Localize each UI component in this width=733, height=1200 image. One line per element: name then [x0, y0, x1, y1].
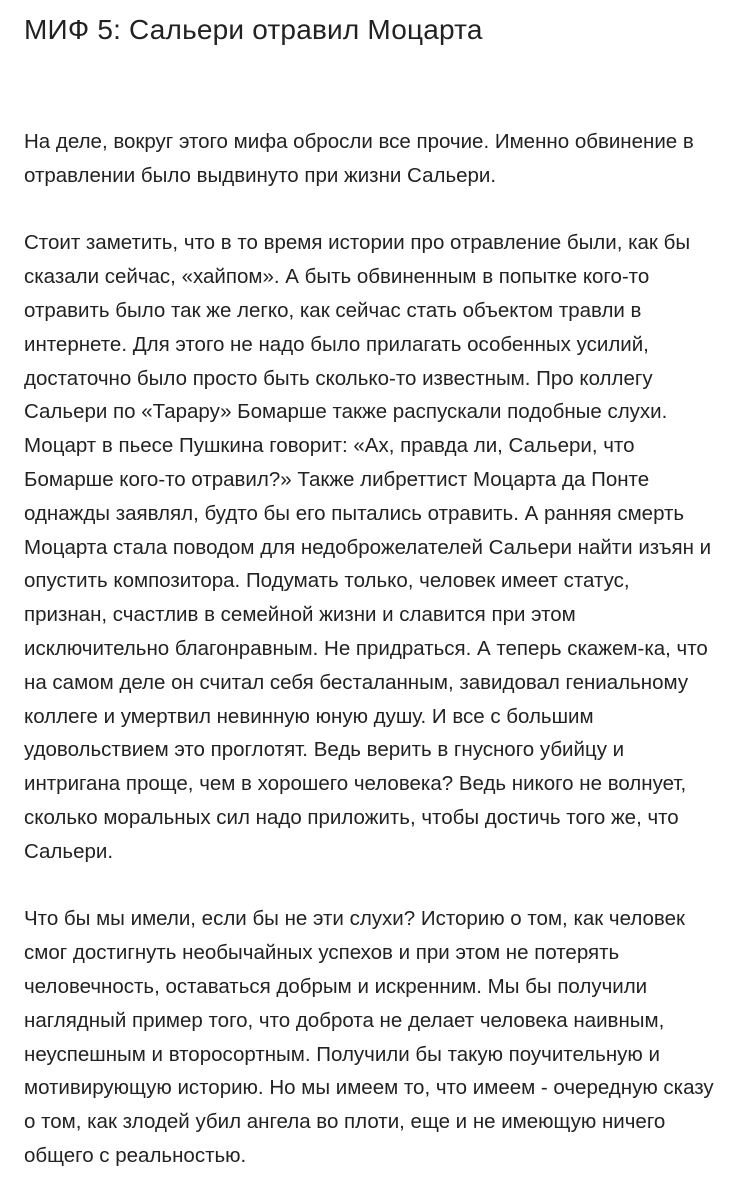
- article-title: МИФ 5: Сальери отравил Моцарта: [24, 14, 483, 45]
- paragraph-intro: На деле, вокруг этого мифа обросли все прочие. Именно обвинение в отравлении было выдвинуто при жизни Сальери.: [24, 130, 694, 187]
- article-body: [24, 125, 717, 1173]
- paragraph-rumors: Стоит заметить, что в то время истории про отравление были, как бы сказали сейчас, «хайпом». А быть обвиненным в попытке кого-то отравить было так же легко, как сейчас стать объектом травли в интернете. Для этого не надо было прилагать особенных усилий, достаточно было просто быть сколько-то известным. Про коллегу Сальери по «Тарару» Бомарше также распускали подобные слухи. Моцарт в пьесе Пушкина говорит: «Ах, правда ли, Сальери, что Бомарше кого-то отравил?» Также либреттист Моцарта да Понте однажды заявлял, будто бы его пытались отравить. А ранняя смерть Моцарта стала поводом для недоброжелателей Сальери найти изъян и опустить композитора. Подумать только, человек имеет статус, признан, счастлив в семейной жизни и славится при этом исключительно благонравным. Не придраться. А теперь скажем-ка, что на самом деле он считал себя бесталанным, завидовал гениальному коллеге и умертвил невинную юную душу. И все с большим удовольствием это проглотят. Ведь верить в гнусного убийцу и интригана проще, чем в хорошего человека? Ведь никого не волнует, сколько моральных сил надо приложить, чтобы достичь того же, что Сальери.: [24, 231, 712, 863]
- paragraph-conclusion: Что бы мы имели, если бы не эти слухи? Историю о том, как человек смог достигнуть необычайных успехов и при этом не потерять человечность, оставаться добрым и искренним. Мы бы получили наглядный пример того, что доброта не делает человека наивным, неуспешным и второсортным. Получили бы такую поучительную и мотивирующую историю. Но мы имеем то, что имеем - очередную сказу о том, как злодей убил ангела во плоти, еще и не имеющую ничего общего с реальностью.: [24, 907, 714, 1167]
